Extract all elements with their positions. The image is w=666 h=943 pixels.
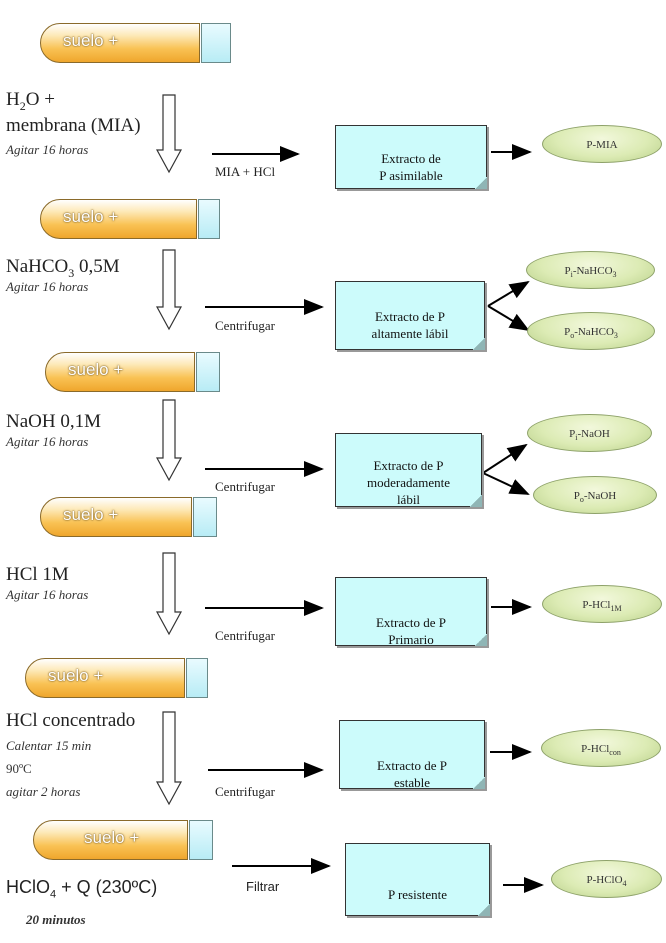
soil-tube-3 (45, 352, 195, 392)
reagent-subscript: 4 (50, 888, 57, 901)
down-arrow-3 (157, 400, 181, 480)
tube-label: suelo + (48, 666, 104, 685)
arrow-to-fraction-po-nahco3 (488, 306, 528, 330)
fraction-subscript: i (570, 270, 573, 280)
tube-cap (193, 497, 217, 537)
fraction-pi-naoh (527, 414, 652, 452)
action-label-1: MIA + HCl (215, 164, 276, 179)
fraction-subscript: 1M (610, 604, 622, 614)
condition-4: Agitar 16 horas (6, 587, 89, 602)
reagent-6 (6, 875, 157, 907)
reagent-text: H (6, 89, 20, 110)
action-label-2: Centrifugar (215, 318, 275, 333)
fraction-label: -NaHCO (574, 326, 614, 338)
condition-5a: Calentar 15 min (6, 738, 92, 753)
fraction-subscript: 3 (612, 270, 617, 280)
extract-text: Extracto de P altamente lábil (371, 309, 449, 341)
reagent-text: + Q (230ºC) (56, 877, 158, 897)
extract-text: Extracto de P moderadamente lábil (366, 458, 450, 507)
fraction-label: P (573, 490, 580, 502)
arrow-to-fraction-po-naoh (483, 473, 528, 494)
soil-tube-4 (40, 497, 192, 537)
down-arrow-1 (157, 95, 181, 172)
fraction-label: P-HClO (586, 874, 623, 886)
reagent-4: HCl 1M (6, 564, 69, 585)
reagent-subscript: 3 (68, 265, 75, 280)
tube-cap (196, 352, 220, 392)
fraction-label: -NaHCO (572, 265, 613, 277)
fraction-p-hcl1m (542, 585, 662, 623)
action-label-4: Centrifugar (215, 628, 275, 643)
extract-text: Extracto de P estable (376, 758, 448, 790)
condition-5c: agitar 2 horas (6, 784, 81, 799)
fraction-label: P-MIA (586, 139, 618, 151)
extract-note-5 (339, 720, 485, 789)
action-label-3: Centrifugar (215, 479, 275, 494)
down-arrow-4 (157, 553, 181, 634)
condition-3: Agitar 16 horas (6, 434, 89, 449)
extract-note-2 (335, 281, 485, 350)
fraction-subscript: o (570, 331, 575, 341)
arrow-to-fraction-pi-naoh (483, 445, 526, 473)
condition-5b: 90ºC (6, 761, 32, 776)
reagent-text: HClO (6, 877, 50, 897)
fraction-label: P-HCl (581, 743, 610, 755)
fraction-label: -NaOH (577, 428, 610, 440)
fraction-p-hclcon (541, 729, 661, 767)
reagent-5: HCl concentrado (6, 710, 136, 731)
soil-tube-1 (40, 23, 200, 63)
fraction-subscript: i (575, 433, 578, 443)
tube-cap (189, 820, 213, 860)
reagent-text: 0,5M (74, 256, 120, 277)
tube-label: suelo + (84, 828, 140, 847)
fraction-po-naoh (533, 476, 657, 514)
fraction-pi-nahco3 (526, 251, 655, 289)
extract-text: Extracto de P asimilable (379, 151, 443, 183)
tube-label: suelo + (63, 31, 119, 50)
soil-tube-5 (25, 658, 185, 698)
tube-cap (201, 23, 231, 63)
arrow-to-fraction-pi-nahco3 (488, 282, 528, 306)
action-label-5: Centrifugar (215, 784, 275, 799)
fraction-subscript: 3 (613, 331, 618, 341)
tube-cap (198, 199, 220, 239)
extract-note-1 (335, 125, 487, 189)
soil-tube-6 (33, 820, 188, 860)
tube-label: suelo + (63, 207, 119, 226)
reagent-subscript: 2 (19, 98, 26, 113)
extract-note-4 (335, 577, 487, 646)
fraction-subscript: con (609, 748, 621, 758)
reagent-text: O + (25, 89, 55, 110)
fraction-po-nahco3 (527, 312, 655, 350)
down-arrow-2 (157, 250, 181, 329)
fraction-label: P (569, 428, 576, 440)
reagent-1-line2: membrana (MIA) (6, 115, 141, 136)
extract-text: P resistente (387, 887, 448, 902)
fraction-label: -NaOH (583, 490, 617, 502)
tube-label: suelo + (63, 505, 119, 524)
fraction-subscript: o (579, 495, 584, 505)
fraction-label: P-HCl (582, 599, 611, 611)
reagent-text: NaHCO (6, 256, 69, 277)
condition-2: Agitar 16 horas (6, 279, 89, 294)
fraction-subscript: 4 (622, 879, 627, 889)
reagent-3: NaOH 0,1M (6, 411, 101, 432)
fraction-label: P (564, 326, 571, 338)
down-arrow-5 (157, 712, 181, 804)
condition-1: Agitar 16 horas (6, 142, 89, 157)
condition-6: 20 minutos (26, 912, 86, 927)
action-label-6: Filtrar (246, 879, 280, 894)
fraction-p-hclo4 (551, 860, 662, 898)
tube-cap (186, 658, 208, 698)
fraction-p-mia (542, 125, 662, 163)
extract-text: Extracto de P Primario (375, 615, 447, 647)
fraction-label: P (564, 265, 571, 277)
extract-note-3 (335, 433, 482, 507)
extract-note-6 (345, 843, 490, 916)
soil-tube-2 (40, 199, 197, 239)
tube-label: suelo + (68, 360, 124, 379)
